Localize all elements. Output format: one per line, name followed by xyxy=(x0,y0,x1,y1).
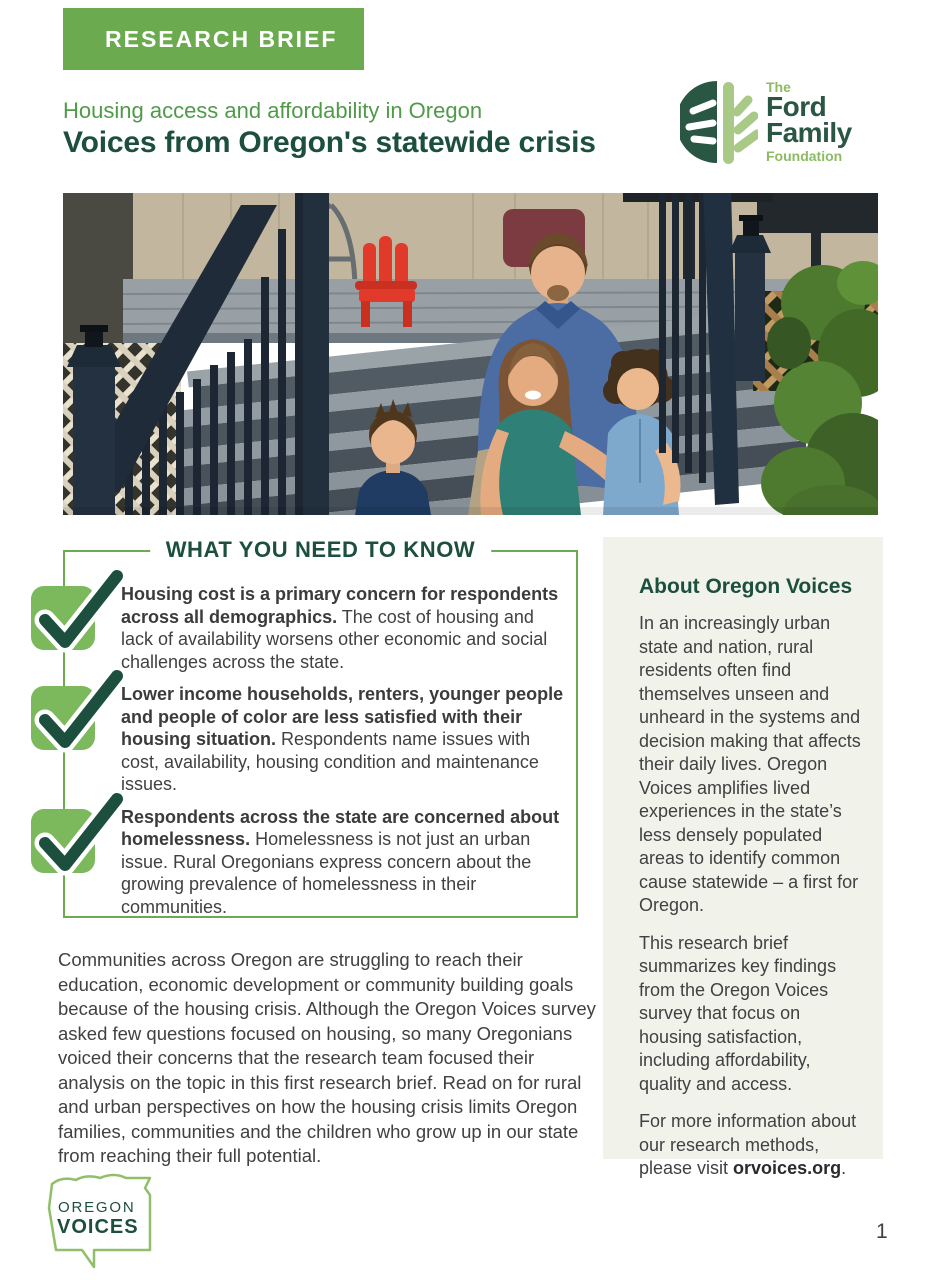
key-findings-title: WHAT YOU NEED TO KNOW xyxy=(150,537,492,563)
research-brief-banner xyxy=(63,8,364,70)
key-finding-item xyxy=(121,583,568,673)
ford-logo-ford: Ford xyxy=(766,91,827,122)
checkmark-icon xyxy=(23,556,127,660)
orvoices-link[interactable]: orvoices.org xyxy=(733,1158,842,1178)
sidebar-title: About Oregon Voices xyxy=(639,575,853,598)
family-photo-illustration xyxy=(63,193,878,515)
sidebar-paragraph: This research brief summarizes key findings from the Oregon Voices survey that focus on housing satisfaction, including affordability, quality and access. xyxy=(639,932,837,1094)
page-title: Voices from Oregon's statewide crisis xyxy=(63,126,596,159)
finding-text: Respondents name issues with cost, availability, housing condition and maintenance issues. xyxy=(121,729,539,794)
finding-text: Homelessness is not just an urban issue. Rural Oregonians express concern about the growing prevalence of homelessness in their communities. xyxy=(121,829,532,917)
ford-logo-family: Family xyxy=(766,117,852,148)
key-findings-box xyxy=(63,537,578,918)
intro-paragraph: Communities across Oregon are struggling to reach their education, economic development or community building goals because of the housing crisis. Although the Oregon Voices survey asked few questions focused on housing, so many Oregonians voiced their concerns that the research team focused their analysis on the topic in this first research brief. Read on for rural and urban perspectives on how the housing crisis limits Oregon families, communities and the children who grow up in our state from reaching their full potential. xyxy=(58,949,596,1166)
key-finding-item xyxy=(121,683,568,796)
sidebar-footer-text: For more information about our research methods, please visit xyxy=(639,1111,857,1178)
oregon-voices-logo xyxy=(42,1168,168,1272)
checkmark-icon xyxy=(23,656,127,760)
finding-bold-text: Housing cost is a primary concern for respondents across all demographics. xyxy=(121,584,559,627)
family-photo xyxy=(63,193,878,515)
ford-family-foundation-logo xyxy=(680,78,890,170)
sidebar-footer-suffix: . xyxy=(841,1158,847,1178)
ford-logo-the: The xyxy=(766,79,791,95)
oregon-voices-logo-oregon: OREGON xyxy=(58,1199,136,1216)
checkmark-icon xyxy=(23,779,127,883)
about-oregon-voices-sidebar xyxy=(603,537,883,1178)
page-number: 1 xyxy=(876,1220,888,1243)
oregon-voices-logo-voices: VOICES xyxy=(57,1216,139,1238)
banner-label: RESEARCH BRIEF xyxy=(105,25,338,52)
key-finding-item xyxy=(121,806,568,919)
sidebar-paragraph xyxy=(639,1110,863,1181)
ford-leaf-icon xyxy=(680,78,758,166)
finding-bold-text: Lower income households, renters, younger people and people of color are less satisfied with their housing situation. xyxy=(121,684,564,749)
finding-text: The cost of housing and lack of availability worsens other economic and social challenges across the state. xyxy=(121,606,548,672)
finding-bold-text: Respondents across the state are concerned about homelessness. xyxy=(121,806,560,849)
document-kicker: Housing access and affordability in Oregon xyxy=(63,98,483,123)
sidebar-paragraph: In an increasingly urban state and nation, rural residents often find themselves unseen and unheard in the systems and decision making that affects their daily lives. Oregon Voices amplifies lived experiences in the state’s less densely populated areas to identify common cause statewide – a first for Oregon. xyxy=(639,613,861,915)
ford-logo-foundation: Foundation xyxy=(766,148,843,164)
